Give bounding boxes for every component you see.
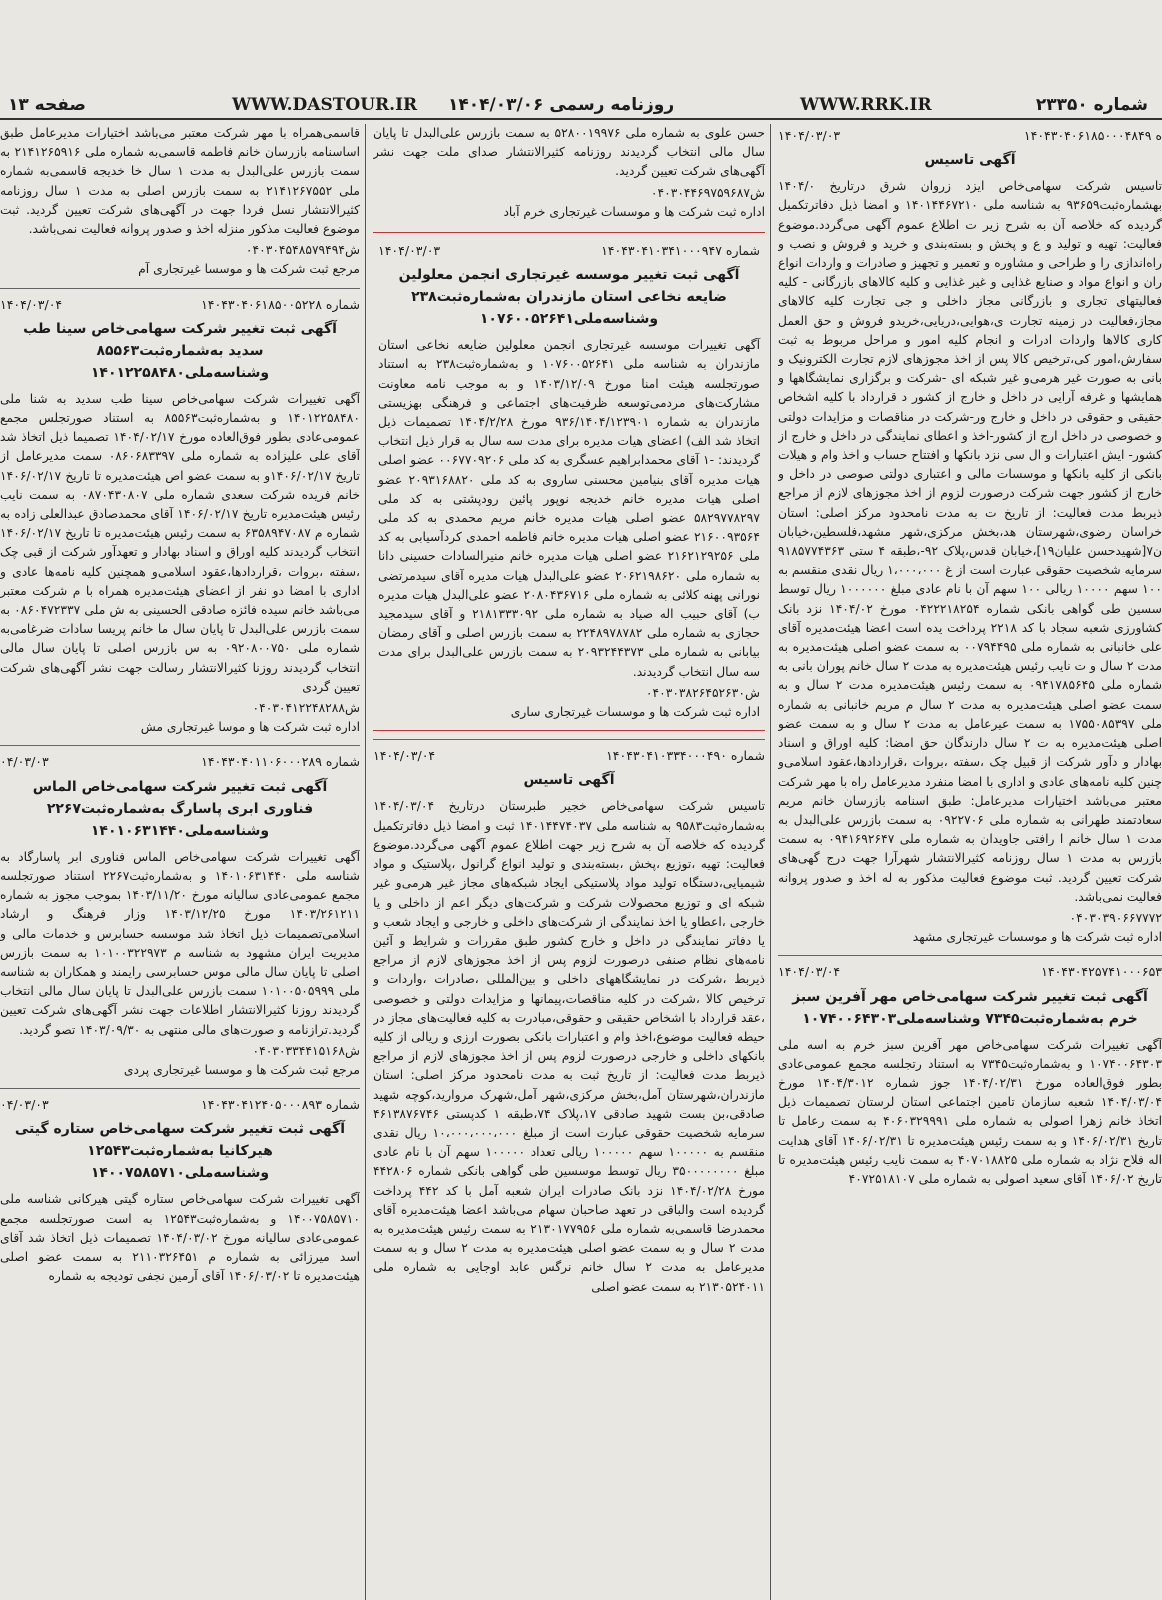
notice-body: آگهی تغییرات شرکت سهامی‌خاص سینا طب سدید به شنا ملی ۱۴۰۱۲۲۵۸۴۸۰ و به‌شماره‌ثبت۸۵۵۶۳ به استناد صورتجلس مجمع عمومی‌عادی بطور فوق‌العاده مورخ ۱۴۰۴/۰۲/۱۷ تصمیما ذیل اتخاذ شد آقای علی علیزاده به شماره ملی ۰۸۶۰۶۸۳۳۹۷ سمت مدیرعامل از تاریخ ۱۴۰۶/۰۲/۱۷و به سمت عضو اص هیئت‌مدیره تا تاریخ ۱۴۰۶/۰۲/۱۷ خانم فریده شرکت سعدی شماره ملی ۰۸۷۰۴۳۰۸۰۷ به سمت نایب رئیس هیئت‌مدیره تاریخ ۱۴۰۶/۰۲/۱۷ آقای محمدصادق عبدالعلی زاده به شماره م ۶۳۵۸۹۴۷۰۸۷ به سمت رئیس هیئت‌مدیره تا تاریخ ۱۴۰۶/۰۲/۱۷ انتخاب گردیدند کلیه اوراق و اسناد بهادار و تعهدآور شرکت از قبی چک ،سفته ،بروات ،قراردادها،عقود اسلامی‌و همچنین کلیه نامه‌ها عادی و اداری با امضا دو نفر از اعضای هیئت‌مدیره همراه با م شرکت معتبر می‌باشد خانم سیده فائزه صادقی الحسینی به ش ملی ۰۸۶۰۴۷۲۳۳۷ به سمت بازرس علی‌البدل تا پایان سال ما خانم پریسا سادات ضرغامی‌به شماره ملی ۰۹۲۰۸۰۰۷۵۰ به س بازرس اصلی تا پایان سال مالی انتخاب گردیدند روزنا کثیرالانتشار رسالت جهت نشر آگهی‌های شرکت تعیین گردی	[0, 391, 360, 694]
notice-body: تاسیس شرکت سهامی‌خاص خجیر طبرستان درتاریخ ۱۴۰۴/۰۳/۰۴ به‌شماره‌ثبت۹۵۸۳ به شناسه ملی ۱۴۰۱۴۴۷۴۰۳۷ ثبت و امضا ذیل دفاترتکمیل گردیده که خلاصه آن به شرح زیر جهت اطلاع عموم آگهی می‌گردد.موضوع فعالیت: تهیه ،توزیع ،پخش ،بسته‌بندی و تولید انواع گرانول ،پلاستیک و مواد شیمیایی،دستگاه تولید مواد پلاستیکی ایجاد شبکه‌های مجاز غیر هرمی‌و غیر شبکه ای و توزیع محصولات شرکت و شرکت‌های دیگر اعم از داخلی و یا خارجی ،اعطاو یا اخذ نمایندگی از شرکت‌های داخلی و خارجی و ایجاد شعب و یا دفاتر نمایندگی در داخل و خارج کشور طبق مقررات و شرایط و آئین نامه‌های نظام صنفی درصورت لزوم پس از اخذ مجوزهای لازم از مراجع ذیربط ،شرکت در نمایشگاههای داخلی و بین‌المللی ،صادرات ،واردات و ترخیص کالا ،شرکت در کلیه مناقصات،پیمانها و مزایدات دولتی و خصوصی ،عقد قرارداد با اشخاص حقیقی و حقوقی،مبادرت به کلیه فعالیت‌های مجاز در حیطه فعالیت موضوع،اخذ وام و اعتبارات بانکی بصورت ارزی و ریالی از کلیه بانکهای داخلی و خارجی درصورت لزوم پس از اخذ مجوزهای لازم از مراجع ذیربط مدت فعالیت: از تاریخ ثبت به مدت نامحدود مرکز اصلی: استان مازندران،شهرستان آمل،بخش مرکزی،شهر آمل،شهرک مروارید،کوچه شهید صادقی،بن بست شهید صادقی ۱۷،پلاک ۷۴،طبقه ۱ کدپستی ۴۶۱۳۸۷۶۷۴۶ سرمایه شخصیت حقوقی عبارت است از مبلغ ۱۰،۰۰۰،۰۰۰،۰۰۰ ریال نقدی منقسم به ۱۰۰۰۰۰ سهم ۱۰۰۰۰۰ ریالی تعداد ۱۰۰۰۰۰ سهم آن با نام عادی مبلغ ۳۵۰۰۰۰۰۰۰۰ ریال توسط موسسین طی گواهی بانکی شماره ۴۴۲۸۰۶ مورخ ۱۴۰۴/۰۲/۲۸ نزد بانک صادرات ایران شعبه آمل با کد ۴۴۲ پرداخت گردیده است والباقی در تعهد صاحبان سهام می‌باشد اعضا هیئت‌مدیره آقای محمدرضا قاسمی‌به شماره ملی ۲۱۳۰۱۷۷۹۵۶ به سمت رئیس هیئت‌مدیره به مدت ۲ سال و به سمت عضو اصلی هیئت‌مدیره به مدت ۲ سال و به سمت مدیرعامل به مدت ۲ سال خانم نرگس عابد اوجایی به شماره ملی ۲۱۳۰۵۲۴۰۱۱ به سمت عضو اصلی	[373, 799, 765, 1294]
notice-date: ۱۴۰۴/۰۳/۰۳	[778, 128, 841, 143]
notice-meta	[778, 126, 1162, 145]
notice-number: شماره ۱۴۰۴۳۰۴۱۰۳۴۱۰۰۰۹۴۷	[601, 243, 760, 259]
notice-continued	[373, 124, 765, 222]
notice-separator	[0, 288, 360, 289]
notice-body: آگهی تغییرات شرکت سهامی‌خاص مهر آفرین سبز خرم به اسه ملی ۱۰۷۴۰۰۶۴۳۰۳ و به‌شماره‌ثبت۷۳۴۵ به استناد رتجلسه مجمع عمومی‌عادی بطور فوق‌العاده مورخ ۱۴۰۴/۰۲/۳۱ جوز شماره ۱۴۰۴/۳۰۱۲ مورخ ۱۴۰۴/۰۳/۰۴ شعبه سازمان تامین اجتماعی استان لرستان تصمیمات ذیل اتخاذ خانم زهرا اصولی به شماره ملی ۴۰۶۰۳۲۹۹۹۱ به سمت رعامل تا تاریخ ۱۴۰۶/۰۲/۳۱ و به سمت رئیس هیئت‌مدیره تا ۱۴۰۶/۰۲/۳۱ آقای هدایت اله فلاح نژاد به شماره ملی ۴۰۷۰۱۸۸۲۵ به سمت نایب رئیس هیئت‌مدیره تا تاریخ ۱۴۰۶/۰۲ آقای سعید اصولی به شماره ملی ۴۰۷۲۵۱۸۱۰۷	[778, 1037, 1162, 1186]
notice-meta	[0, 1095, 360, 1114]
column-left	[0, 124, 360, 1600]
notice-separator	[778, 955, 1162, 956]
notice-mazandaran-spinal-association	[373, 232, 765, 731]
notice-body: قاسمی‌همراه با مهر شرکت معتبر می‌باشد اختیارات مدیرعامل طبق اساسنامه بازرسان خانم فاطمه قاسمی‌به شماره ملی ۲۱۴۱۲۶۵۹۱۶ به سمت بازرس علی‌البدل به مدت ۱ سال خا خدیجه قاسمی‌به شماره ملی ۲۱۴۱۲۶۷۵۵۲ به سمت بازرس اصلی به مدت ۱ سال روزنامه کثیرالانتشار نسل فردا جهت در آگهی‌های شرکت تعیین گردید. ثبت موضوع فعالیت مذکور منزله اخذ و صدور پروانه فعالیت نمی‌باشد.	[0, 126, 360, 237]
page-header	[0, 0, 1162, 120]
notice-date: ۰۴/۰۳/۰۳	[0, 1097, 49, 1113]
notice-title: آگهی تاسیس	[523, 772, 615, 789]
notice-title: آگهی ثبت تغییر شرکت سهامی‌خاص مهر آفرین سبز خرم به‌شماره‌ثبت۷۳۴۵ وشناسه‌ملی۱۰۷۴۰۰۶۴۳۰۳	[792, 988, 1148, 1027]
notice-body: آگهی تغییرات موسسه غیرتجاری انجمن معلولین ضایعه نخاعی استان مازندران به شناسه ملی ۱۰۷۶۰۰۵۲۶۴۱ و به‌شماره‌ثبت۲۳۸ به استناد صورتجلسه هیئت امنا مورخ ۱۴۰۳/۱۲/۰۹ و به موجب نامه معاونت مشارکت‌های مردمی‌توسعه ظرفیت‌های اجتماعی و فرهنگی بهزیستی مازندران به شماره ۹۳۶/۱۴۰۴/۱۲۳۹۰۱ مورخ ۱۴۰۴/۲/۲۸ تصمیمات ذیل اتخاذ شد الف) اعضای هیات مدیره برای مدت سه سال به قرار ذیل انتخاب گردیدند: -۱ آقای محمدابراهیم عسگری به کد ملی ۰۰۶۷۷۰۹۲۰۶ عضو اصلی هیات مدیره آقای بنیامین محسنی ساروی به کد ملی ۲۰۹۳۱۶۸۸۲۰ عضو اصلی هیات مدیره خانم خدیجه نوپور پائین رودپشتی به کد ملی ۵۸۲۹۷۷۸۲۹۷ عضو اصلی هیات مدیره خانم مریم محمدی به کد ملی ۲۱۶۰۰۹۳۵۶۴ عضو اصلی هیات مدیره خانم فاطمه احمدی کردآسیابی به کد ملی ۲۱۶۲۱۲۹۲۵۶ عضو اصلی هیات مدیره خانم منیرالسادات حسینی دانا به شماره ملی ۲۰۶۲۱۹۸۶۲۰ عضو علی‌البدل هیات مدیره آقای سیدمرتضی نورانی پهنه کلائی به شماره ملی ۲۰۸۰۴۳۶۷۱۶ عضو علی‌البدل هیات مدیره ب) آقای حبیب اله صیاد به شماره ملی ۲۱۸۱۳۳۳۰۹۲ و آقای سیدمجید حجازی به شماره ملی ۲۲۴۸۹۷۸۷۸۲ به سمت بازرس اصلی و آقای رمضان بیابانی به شماره ملی ۲۰۹۳۲۴۴۳۷۳ به سمت بازرس علی‌البدل برای مدت سه سال انتخاب گردیدند.	[378, 338, 761, 679]
notice-signature-code: ش۰۴۰۳۰۴۱۲۲۴۸۲۸۸	[252, 701, 360, 716]
notice-sina-teb-sadid	[0, 295, 360, 738]
notice-body: آگهی تغییرات شرکت سهامی‌خاص الماس فناوری ابر پاسارگاد به شناسه ملی ۱۴۰۱۰۶۳۱۴۴۰ و به‌شماره‌ثبت۲۲۶۷ استناد صورتجلسه مجمع عمومی‌عادی سالیانه مورخ ۱۴۰۳/۱۱/۲۰ بموجب مجوز به شماره ۱۴۰۳/۲۶۱۲۱۱ مورخ ۱۴۰۳/۱۲/۲۵ وزار فرهنگ و ارشاد اسلامی‌تصمیمات ذیل اتخاذ شد موسسه حسابرس و خدمات مالی و مدیریت ایران مشهود به شناسه م ۱۰۱۰۰۳۲۲۹۷۳ به سمت بازرس اصلی تا پایان سال مالی موس حسابرسی رایمند و همکاران به شناسه ملی ۱۰۱۰۰۵۰۵۹۹۹ سمت بازرس علی‌البدل تا پایان سال مالی انتخاب گردیدند روزنا کثیرالانتشار اطلاعات جهت نشر آگهی‌های شرکت تعیین گردید.ترازنامه و صورت‌های مالی منتهی به ۱۴۰۳/۰۹/۳۰ تصو گردید.	[0, 849, 360, 1037]
notice-continued	[0, 124, 360, 280]
notice-number: ه ۱۴۰۴۳۰۴۰۶۱۸۵۰۰۰۴۸۴۹	[1023, 128, 1162, 143]
notice-signature-code: ش۰۴۰۳۰۴۵۴۸۵۷۹۴۹۴	[245, 243, 360, 258]
notice-number: شماره ۱۴۰۴۳۰۴۱۰۳۳۴۰۰۰۴۹۰	[606, 748, 765, 764]
notice-meta	[378, 241, 760, 260]
column-rule-right	[770, 124, 771, 1600]
notice-date: ۱۴۰۴/۰۳/۰۳	[378, 243, 441, 259]
column-right	[778, 124, 1162, 1600]
notice-meta	[0, 752, 360, 771]
notice-body: تاسیس شرکت سهامی‌خاص ایزد زروان شرق درتاریخ ۱۴۰۴/۰ بهشماره‌ثبت۹۳۶۵۹ به شناسه ملی ۱۴۰۱۴۴۶۷۲۱۰ و امضا ذیل دفاترتکمیل گردیده که خلاصه آن به شرح زیر ت اطلاع عموم آگهی می‌گردد.موضوع فعالیت: تهیه و تولید و ع و پخش و بسته‌بندی و خرید و فروش و نصب و راه‌اندازی را و طراحی و مشاوره و تعمیر و تجهیز و صادرات و واردات انواع ران و انواع مواد و صنایع غذایی و غیر غذایی و کلیه کالاهای بازرگانی - کلیه فعالیتهای تجاری و بازرگانی مجاز داخلی و جی تجارت کلیه کالاهای مجاز،فعالیت در زمینه تجارت ی،هوایی،دریایی،خریدو فروش و حق العمل کاری کالاها واردات ادرات و انجام کلیه امور و مراحل مربوط به ثبت سفارش،امور کی،ترخیص کالا پس از اخذ مجوزهای لازم تجارت الکترونیک و بانی به صورت غیر هرمی‌و غیر شبکه ای -شرکت و برگزاری نمایشگاهها و همایشها و غرفه آرایی در داخل و خارج از کشور د قرارداد با کلیه اشخاص حقیقی و حقوقی در داخل و خارج ور-شرکت در مناقصات و مزایدات دولتی و خصوصی در داخل ارج از کشور-اخذ و اعطای نمایندگی در داخل و خارج از کشور- ایش اعتبارات و ال سی نزد بانکها و افتتاح حساب و اخذ وام و هیلات بانکی از کلیه بانکها و موسسات مالی و اعتباری دولتی صوصی در داخل و خارج از کشور جهت شرکت درصورت لزوم از اخذ مجوزهای لازم از مراجع ذیربط مدت فعالیت: از تاریخ ت به مدت نامحدود مرکز اصلی: استان خراسان رضوی،شهرستان هد،بخش مرکزی،شهر مشهد،فلسطین،خیابان ن۷[شهیدحسن علیان۱۹]،خیابان قدس،پلاک ۹۲-،طبقه ۴ ستی ۹۱۸۵۷۷۴۳۶۳ سرمایه شخصیت حقوقی عبارت است از غ ۱،۰۰۰،۰۰۰ ریال نقدی منقسم به ۱۰۰ سهم ۱۰۰۰۰ ریالی ۱۰۰ سهم آن با نام عادی مبلغ ۱۰۰۰۰۰۰ ریال توسط سسین طی گواهی بانکی شماره ۰۴۲۲۲۱۸۲۵۴ مورخ ۱۴۰۴/۰۲ نزد بانک کشاورزی شعبه سجاد با کد ۲۲۱۸ پرداخت یده است اعضا هیئت‌مدیره آقای علی خانبانی به شماره ملی ۰۰۷۹۴۴۹۵ به سمت عضو اصلی هیئت‌مدیره به مدت ۲ سال و ت نایب رئیس هیئت‌مدیره به مدت ۲ سال خانم پوران بانی به شماره ملی ۰۹۴۱۷۸۵۶۴۵ به سمت رئیس هیئت‌مدیره مدت ۲ سال و به سمت عضو اصلی هیئت‌مدیره به مدت ۲ سال م مریم خانبانی به شماره ملی ۱۷۵۵۰۸۵۳۹۷ به سمت عیرعامل به مدت ۲ سال و به سمت عضو اصلی هیئت‌مدیره به ت ۲ سال دارندگان حق امضا: کلیه اوراق و اسناد بهادار و دآور شرکت از قبیل چک ،سفته ،بروات ،قراردادها،عقود اسلامی‌و چنین کلیه نامه‌های عادی و اداری با امضا منفرد مدیرعامل راه با مهر شرکت معتبر می‌باشد اختیارات مدیرعامل: طبق اسنامه بازرسان خانم مریم سعادتمند طهرانی به شماره ملی ۰۹۲۲۷۰۶ به سمت بازرس علی‌البدل به مدت ۱ سال خانم ا رافتی جاویدان به شماره ملی ۰۹۴۱۶۹۲۶۴۷ به سمت بازرس به مدت ۱ سال روزنامه کثیرالانتشار شهرآرا جهت درج گهی‌های شرکت تعیین گردید. ثبت موضوع فعالیت مذکور به له اخذ و صدور پروانه فعالیت نمی‌باشد.	[778, 179, 1162, 904]
notice-izad-zarvan	[778, 126, 1162, 947]
issue-number: شماره ۲۳۳۵۰	[1035, 95, 1148, 115]
column-middle	[373, 124, 765, 1600]
notice-title: آگهی ثبت تغییر شرکت سهامی‌خاص ستاره گیتی هیرکانیا به‌شماره‌ثبت۱۲۵۴۳ وشناسه‌ملی۱۴۰۰۷۵۸۵۷۱۰	[14, 1121, 346, 1182]
column-rule-left	[365, 124, 366, 1600]
newspaper-date: روزنامه رسمی ۱۴۰۴/۰۳/۰۶	[448, 95, 675, 115]
notice-date: ۰۴/۰۳/۰۳	[0, 754, 49, 770]
notice-date: ۱۴۰۴/۰۳/۰۴	[778, 964, 841, 980]
notice-title: آگهی ثبت تغییر موسسه غیرتجاری انجمن معلولین ضایعه نخاعی استان مازندران به‌شماره‌ثبت۲۳۸ وشناسه‌ملی۱۰۷۶۰۰۵۲۶۴۱	[398, 267, 740, 328]
notice-setareh-giti	[0, 1095, 360, 1286]
notice-separator	[0, 1088, 360, 1089]
notice-number: شماره ۱۴۰۴۳۰۴۰۶۱۸۵۰۰۵۲۲۸	[201, 296, 360, 312]
notice-signature-code: ش۰۴۰۳۰۴۴۶۹۷۵۹۶۸۷	[650, 185, 765, 200]
notice-signature-code: ۰۴۰۳۰۳۹۰۶۶۷۷۷۲	[1069, 910, 1162, 925]
notice-separator	[0, 745, 360, 746]
notice-office: مرجع ثبت شرکت ها و موسسا غیرتجاری پردی	[123, 1062, 360, 1077]
notice-office: اداره ثبت شرکت ها و موسسات غیرتجاری ساری	[510, 705, 760, 720]
notice-meta	[778, 962, 1162, 981]
notice-office: اداره ثبت شرکت ها و موسسات غیرتجاری خرم آباد	[503, 204, 765, 219]
notice-number: شماره ۱۴۰۴۳۰۴۰۱۱۰۶۰۰۰۲۸۹	[201, 754, 360, 770]
notice-body: حسن علوی به شماره ملی ۵۲۸۰۰۱۹۹۷۶ به سمت بازرس علی‌البدل تا پایان سال مالی انتخاب گردیدند روزنامه کثیرالانتشار صدای ملت جهت نشر آگهی‌های شرکت تعیین گردید.	[373, 126, 765, 179]
notice-office: اداره ثبت شرکت ها و موسا غیرتجاری مش	[140, 720, 360, 735]
notice-signature-code: ش۰۴۰۳۰۳۳۴۴۱۵۱۶۸	[252, 1043, 360, 1058]
notice-meta	[373, 746, 765, 765]
notice-meta	[0, 295, 360, 314]
site-dastour: WWW.DASTOUR.IR	[232, 95, 418, 115]
notice-date: ۱۴۰۴/۰۳/۰۴	[0, 296, 63, 312]
notice-khojir-tabarestan	[373, 746, 765, 1296]
notice-date: ۱۴۰۴/۰۳/۰۴	[373, 748, 436, 764]
notice-number: شماره ۱۴۰۴۳۰۴۱۲۴۰۵۰۰۰۸۹۳	[201, 1097, 360, 1113]
notice-title: آگهی ثبت تغییر شرکت سهامی‌خاص سینا طب سدید به‌شماره‌ثبت۸۵۵۶۳ وشناسه‌ملی۱۴۰۱۲۲۵۸۴۸۰	[23, 320, 337, 381]
page-number: صفحه ۱۳	[8, 95, 86, 115]
notice-title: آگهی تاسیس	[924, 152, 1016, 169]
notice-almas-fanavari	[0, 752, 360, 1080]
notice-separator	[373, 739, 765, 740]
notice-body: آگهی تغییرات شرکت سهامی‌خاص ستاره گیتی هیرکانی شناسه ملی ۱۴۰۰۷۵۸۵۷۱۰ و به‌شماره‌ثبت۱۲۵۴۳ به است صورتجلسه مجمع عمومی‌عادی سالیانه مورخ ۱۴۰۴/۰۳/۰۲ تصمیمات ذیل اتخاذ شد آقای اسد میرزائی به شماره م ۲۱۱۰۳۲۶۴۵۱ به سمت عضو اصلی هیئت‌مدیره تا ۱۴۰۶/۰۳/۰۲ آقای آرمین نجفی تودیجه به شماره	[0, 1192, 360, 1284]
notice-mehr-afarin	[778, 962, 1162, 1189]
notice-signature-code: ش۰۴۰۳۰۳۸۲۶۴۵۲۶۳۰	[645, 685, 760, 700]
notice-office: اداره ثبت شرکت ها و موسسات غیرتجاری مشهد	[912, 930, 1162, 945]
notice-office: مرجع ثبت شرکت ها و موسسا غیرتجاری آم	[138, 262, 360, 277]
notice-number: ۱۴۰۴۳۰۴۲۵۷۴۱۰۰۰۶۵۳	[1041, 964, 1162, 980]
site-rrk: WWW.RRK.IR	[800, 95, 932, 115]
notice-title: آگهی ثبت تغییر شرکت سهامی‌خاص الماس فناوری ابری پاسارگ به‌شماره‌ثبت۲۲۶۷ وشناسه‌ملی۱۴۰۱۰۶۳۱۴۴۰	[32, 778, 328, 839]
